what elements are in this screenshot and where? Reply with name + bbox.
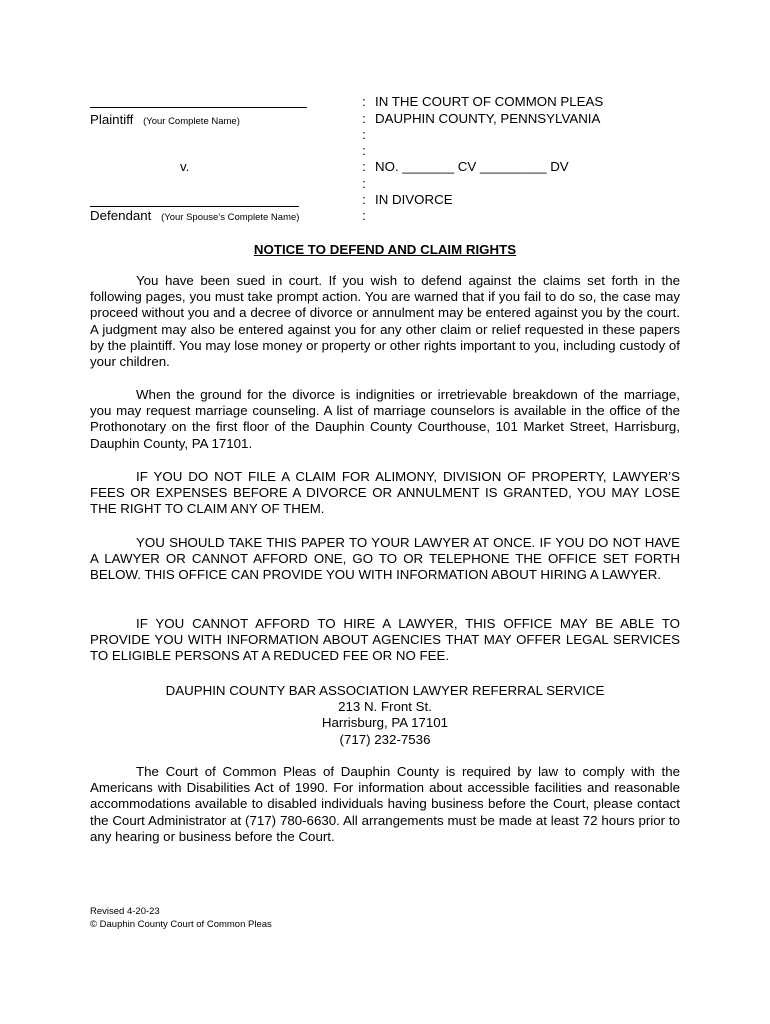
- paragraph-text: You have been sued in court. If you wish to defend against the claims set forth in the following pages, you must take prompt action. You are warned that if you fail to do so, the case may proceed without you and a decree of divorce or annulment may be entered against you by the court. A judgment may also be entered against you for any other claim or relief requested in these papers by the plaintiff. You may lose money or property or other rights important to you, including custody of your children.: [90, 273, 680, 370]
- court-name-line1: IN THE COURT OF COMMON PLEAS: [375, 94, 604, 109]
- caption-colon: :: [362, 111, 366, 126]
- defendant-name-line[interactable]: [90, 206, 299, 207]
- referral-service-block: [0, 683, 770, 748]
- referral-phone: (717) 232-7536: [339, 731, 431, 747]
- defendant-hint: (Your Spouse’s Complete Name): [161, 212, 300, 223]
- defendant-caption: [90, 208, 299, 223]
- paragraph-text: The Court of Common Pleas of Dauphin County is required by law to comply with the Americans with Disabilities Act of 1990. For information about accessible facilities and reasonable accommodations available to disabled individuals having business before the Court, please contact the Court Administrator at (717) 780-6630. All arrangements must be made at least 72 hours prior to any hearing or business before the Court.: [90, 764, 680, 844]
- revision-date: Revised 4-20-23: [90, 906, 160, 917]
- court-name-line2: DAUPHIN COUNTY, PENNSYLVANIA: [375, 111, 601, 126]
- page-footer: [90, 906, 272, 931]
- caption-colon: :: [362, 208, 366, 223]
- plaintiff-hint: (Your Complete Name): [143, 116, 240, 127]
- versus-text: v.: [180, 159, 190, 174]
- paragraph-text: IF YOU CANNOT AFFORD TO HIRE A LAWYER, THIS OFFICE MAY BE ABLE TO PROVIDE YOU WITH INFORMATION ABOUT AGENCIES THAT MAY OFFER LEGAL SERVICES TO ELIGIBLE PERSONS AT A REDUCED FEE OR NO FEE.: [90, 616, 680, 664]
- in-divorce-label: IN DIVORCE: [375, 192, 453, 207]
- referral-street: 213 N. Front St.: [338, 699, 432, 715]
- caption-colon: :: [362, 127, 366, 142]
- notice-title: NOTICE TO DEFEND AND CLAIM RIGHTS: [253, 242, 517, 257]
- caption-colon: :: [362, 176, 366, 191]
- referral-service-name: DAUPHIN COUNTY BAR ASSOCIATION LAWYER REFERRAL SERVICE: [165, 683, 605, 698]
- ada-paragraph: [90, 764, 680, 845]
- paragraph-text: YOU SHOULD TAKE THIS PAPER TO YOUR LAWYER AT ONCE. IF YOU DO NOT HAVE A LAWYER OR CANNOT AFFORD ONE, GO TO OR TELEPHONE THE OFFICE SET FORTH BELOW. THIS OFFICE CAN PROVIDE YOU WITH INFORMATION ABOUT HIRING A LAWYER.: [90, 535, 680, 583]
- docket-number-field[interactable]: NO. _______ CV _________ DV: [375, 159, 569, 174]
- copyright-notice: © Dauphin County Court of Common Pleas: [90, 918, 272, 930]
- plaintiff-label: Plaintiff: [90, 112, 134, 127]
- notice-paragraph: [90, 387, 680, 452]
- paragraph-text: IF YOU DO NOT FILE A CLAIM FOR ALIMONY, DIVISION OF PROPERTY, LAWYER’S FEES OR EXPENSES BEFORE A DIVORCE OR ANNULMENT IS GRANTED, YOU MAY LOSE THE RIGHT TO CLAIM ANY OF THEM.: [90, 469, 680, 517]
- notice-paragraph: [90, 273, 680, 370]
- caption-colon: :: [362, 159, 366, 174]
- defendant-label: Defendant: [90, 208, 152, 223]
- plaintiff-name-line[interactable]: [90, 107, 307, 108]
- notice-paragraph: [90, 469, 680, 518]
- referral-city: Harrisburg, PA 17101: [321, 715, 449, 731]
- notice-paragraph: [90, 616, 680, 665]
- caption-colon: :: [362, 143, 366, 158]
- plaintiff-caption: [90, 112, 240, 127]
- paragraph-text: When the ground for the divorce is indignities or irretrievable breakdown of the marriage, you may request marriage counseling. A list of marriage counselors is available in the office of the Prothonotary on the first floor of the Dauphin County Courthouse, 101 Market Street, Harrisburg, Dauphin County, PA 17101.: [90, 387, 680, 451]
- notice-paragraph: [90, 535, 680, 584]
- caption-colon: :: [362, 94, 366, 109]
- caption-colon: :: [362, 192, 366, 207]
